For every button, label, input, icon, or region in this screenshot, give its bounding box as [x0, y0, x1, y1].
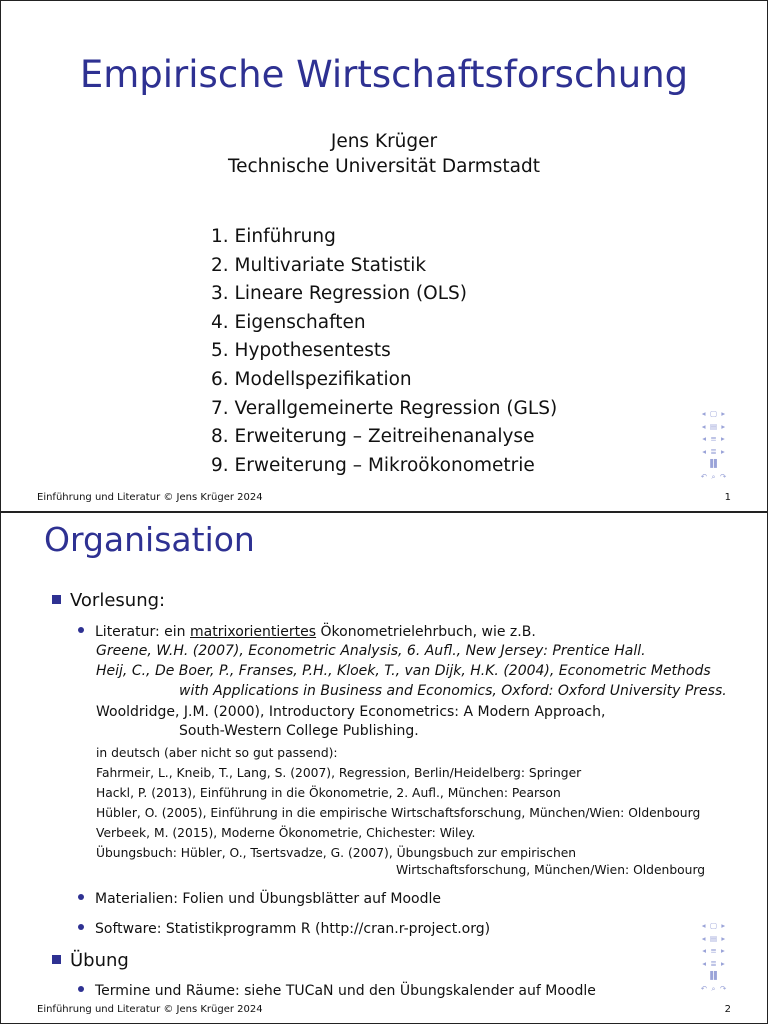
toc-item: 7. Verallgemeinerte Regression (GLS) — [211, 397, 558, 419]
bullet-vorlesung: Vorlesung: — [52, 590, 165, 611]
author-block — [1, 129, 767, 179]
toc-item: 8. Erweiterung – Zeitreihenanalyse — [211, 426, 535, 448]
nav-prev-slide-icon[interactable]: ◂ ▢ ▸ — [701, 409, 727, 418]
reference-greene: Greene, W.H. (2007), Econometric Analysis, 6. Aufl., New Jersey: Prentice Hall. — [96, 643, 646, 659]
bullet-software: Software: Statistikprogramm R (http://cran.r-project.org) — [78, 921, 490, 937]
reference-heij: Heij, C., De Boer, P., Franses, P.H., Kloek, T., van Dijk, H.K. (2004), Econometric Methods — [96, 663, 711, 679]
underlined-term: matrixorientiertes — [190, 624, 317, 640]
toc-item: 9. Erweiterung – Mikroökonometrie — [211, 454, 535, 476]
reference-uebungsbuch-cont: Wirtschaftsforschung, München/Wien: Oldenbourg — [396, 863, 706, 877]
slide-footer: Einführung und Literatur © Jens Krüger 2024 — [37, 1004, 263, 1015]
page-number: 1 — [724, 492, 731, 503]
toc-item: 2. Multivariate Statistik — [211, 254, 427, 276]
square-bullet-icon — [52, 595, 61, 604]
nav-appendix-icon[interactable]: ▐▌ — [707, 971, 721, 980]
nav-search-icon[interactable]: ↶ ⌕ ↷ — [700, 471, 728, 481]
square-bullet-icon — [52, 955, 61, 964]
toc-item: 5. Hypothesentests — [211, 340, 391, 362]
institution: Technische Universität Darmstadt — [227, 156, 541, 177]
nav-prev-slide-icon[interactable]: ◂ ▢ ▸ — [701, 921, 727, 930]
round-bullet-icon — [78, 986, 84, 992]
reference-uebungsbuch: Übungsbuch: Hübler, O., Tsertsvadze, G. (2007), Übungsbuch zur empirischen — [96, 846, 577, 860]
beamer-navigation — [694, 408, 734, 486]
nav-prev-section-icon[interactable]: ◂ ≣ ▸ — [702, 446, 726, 456]
toc-item: 1. Einführung — [211, 226, 336, 247]
author-name: Jens Krüger — [330, 131, 438, 152]
round-bullet-icon — [78, 924, 84, 930]
bullet-uebung: Übung — [52, 950, 129, 971]
nav-prev-subsection-icon[interactable]: ◂ ≡ ▸ — [702, 434, 726, 443]
german-refs-intro: in deutsch (aber nicht so gut passend): — [96, 746, 338, 760]
toc-item: 6. Modellspezifikation — [211, 368, 412, 390]
bullet-termine: Termine und Räume: siehe TUCaN und den Übungskalender auf Moodle — [78, 983, 596, 999]
nav-appendix-icon[interactable]: ▐▌ — [707, 459, 721, 468]
nav-search-icon[interactable]: ↶ ⌕ ↷ — [700, 983, 728, 993]
round-bullet-icon — [78, 894, 84, 900]
slide-title: Empirische Wirtschaftsforschung — [79, 53, 689, 96]
reference-hackl: Hackl, P. (2013), Einführung in die Ökonometrie, 2. Aufl., München: Pearson — [96, 786, 561, 800]
beamer-navigation — [694, 920, 734, 998]
page-number: 2 — [724, 1004, 731, 1015]
table-of-contents — [211, 223, 557, 480]
nav-prev-frame-icon[interactable]: ◂ ▤ ▸ — [701, 933, 727, 943]
reference-wooldridge-cont: South-Western College Publishing. — [179, 723, 419, 739]
reference-heij-cont: with Applications in Business and Economics, Oxford: Oxford University Press. — [179, 683, 727, 699]
bullet-materialien: Materialien: Folien und Übungsblätter auf Moodle — [78, 891, 441, 907]
slide-title: Organisation — [44, 520, 255, 559]
reference-wooldridge: Wooldridge, J.M. (2000), Introductory Econometrics: A Modern Approach, — [96, 704, 606, 720]
toc-item: 3. Lineare Regression (OLS) — [211, 283, 468, 305]
toc-item: 4. Eigenschaften — [211, 311, 366, 333]
reference-verbeek: Verbeek, M. (2015), Moderne Ökonometrie, Chichester: Wiley. — [96, 826, 476, 840]
nav-prev-frame-icon[interactable]: ◂ ▤ ▸ — [701, 421, 727, 431]
slide-footer: Einführung und Literatur © Jens Krüger 2024 — [37, 492, 263, 503]
round-bullet-icon — [78, 627, 84, 633]
nav-prev-subsection-icon[interactable]: ◂ ≡ ▸ — [702, 946, 726, 955]
nav-prev-section-icon[interactable]: ◂ ≣ ▸ — [702, 958, 726, 968]
bullet-literatur: Literatur: ein matrixorientiertes Ökonometrielehrbuch, wie z.B. — [78, 624, 536, 640]
reference-fahrmeir: Fahrmeir, L., Kneib, T., Lang, S. (2007), Regression, Berlin/Heidelberg: Springer — [96, 766, 582, 780]
reference-huebler: Hübler, O. (2005), Einführung in die empirische Wirtschaftsforschung, München/Wien: Oldenbourg — [96, 806, 701, 820]
